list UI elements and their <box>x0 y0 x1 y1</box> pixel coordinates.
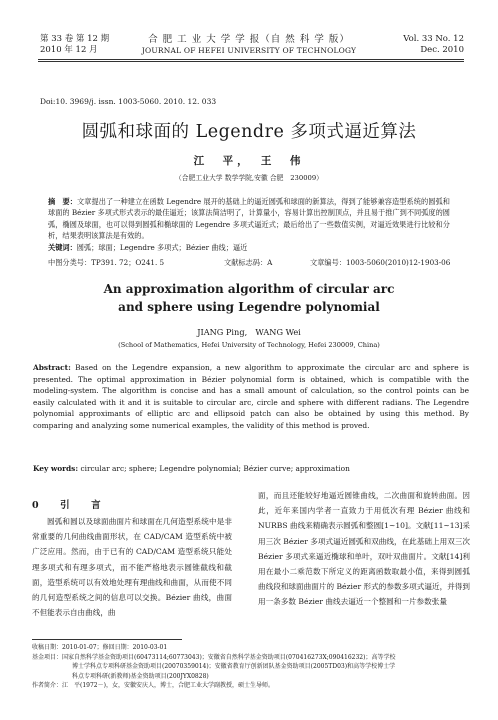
title-cn: 圆弧和球面的 Legendre 多项式逼近算法 <box>81 122 417 142</box>
authors-en: JIANG Ping, WANG Wei <box>197 327 301 337</box>
document-code: 文献标志码：A <box>224 258 273 267</box>
keywords-cn-label: 关键词： <box>48 242 77 252</box>
authors-cn: 江 平， 王 伟 <box>193 155 305 167</box>
fund-info-1: 基金项目：国家自然科学基金资助项目(60473114;60773043)；安徽省自然科学基金资助项目(070416273X;090416232)；高等学校 <box>32 653 396 661</box>
title-en-line2: and sphere using Legendre polynomial <box>118 300 380 314</box>
issue-info-en <box>403 34 464 56</box>
title-en-line1: An approximation algorithm of circular arc <box>103 282 395 296</box>
keywords-en-text: circular arc; sphere; Legendre polynomial; Bézier curve; approximation <box>80 464 350 473</box>
date-en: Dec. 2010 <box>420 45 464 55</box>
keywords-en <box>33 464 469 473</box>
clc-number: 中图分类号：TP391. 72；O241. 5 <box>48 258 165 267</box>
abstract-cn-label: 摘 要： <box>48 197 78 206</box>
abstract-en <box>33 362 469 431</box>
author-bio: 作者简介：江 平(1972－)，女，安徽安庆人，博士，合肥工业大学副教授，硕士生导师。 <box>32 682 274 690</box>
received-date: 收稿日期：2010-01-07；修回日期：2010-03-01 <box>32 644 168 651</box>
title-en <box>0 280 498 316</box>
section-heading: 0 引 言 <box>32 500 107 511</box>
affiliation-cn: （合肥工业大学 数学学院,安徽 合肥 230009） <box>175 174 323 182</box>
keywords-en-label: Key words: <box>33 464 79 473</box>
doi: Doi:10. 3969/j. issn. 1003-5060. 2010. 12. 033 <box>40 97 217 106</box>
body-column-left: 圆弧和圆以及球面曲面片和球面在几何造型系统中是非常重要的几何曲线曲面形状，在 CAD/CAM 造型系统中被广泛应用。然而，由于已有的 CAD/CAM 造型系统只能处理多项式和有理多项式，而不能严格地表示圆锥截线和截面，造型系统可以有效地处理有理曲线和曲面，从而使不同的几何造型系统之间的信息可以交换。Bézier 曲线，曲面不但能表示自由曲线，曲 <box>32 517 232 618</box>
article-number: 文章编号：1003-5060(2010)12-1903-06 <box>310 258 451 267</box>
fund-info-3: 科点专项科研(新教师)基金资助项目(200JYX0828) <box>72 672 209 680</box>
volume-en: Vol. 33 No. 12 <box>403 34 464 44</box>
footnotes <box>32 643 472 691</box>
body-column-right: 面，而且还能较好地逼近圆锥曲线，二次曲面和旋转曲面。因此，近年来国内学者一直致力于用低次有理 Bézier 曲线和 NURBS 曲线来精确表示圆弧和整圆[1~10]。文献[11~13]采用三次 Bézier 多项式逼近圆弧和双曲线，在此基础上用双三次 Bézier 多项式来逼近椭球和单叶，双叶双曲面片。文献[14]利用在最小二乘范数下所定义的距离函数取最小值，来得到圆弧曲线段和球面曲面片的 Bézier 形式的参数多项式逼近，并得到用一条多数 Bézier 曲线去逼近一个整圆和一片参数张量 <box>258 491 470 607</box>
header-rule-top <box>38 59 464 60</box>
affiliation-en: (School of Mathematics, Hefei University of Technology, Hefei 230009, China) <box>118 341 380 349</box>
abstract-en-label: Abstract: <box>33 363 71 372</box>
journal-name-cn: 合 肥 工 业 大 学 学 报（自 然 科 学 版） <box>148 34 350 45</box>
journal-name-en: JOURNAL OF HEFEI UNIVERSITY OF TECHNOLOGY <box>141 46 357 55</box>
footnote-rule <box>32 639 182 640</box>
abstract-cn <box>48 196 450 253</box>
abstract-cn-text: 文章提出了一种建立在函数 Legendre 展开的基础上的逼近圆弧和球面的新算法，得到了能够兼容造型系统的圆弧和球面的 Bézier 多项式形式表示的最佳逼近；该算法简洁明了，计算量小，容易计算出控制顶点，并且易于推广到不同弧度的圆弧，椭圆及球面，也可以得到圆弧和椭球面的 Legendre 多项式逼近式；最后给出了一些数值实例，对逼近效果进行比较和分析，结果表明该算法是有效的。 <box>48 197 450 241</box>
abstract-en-text: Based on the Legendre expansion, a new algorithm to approximate the circular arc and sphere is presented. The optimal approximation in Bézier polynomial form is obtained, which is compatible with the modeling-system. The algorithm is concise and has a small amount of calculation, so the control points can be easily calculated with it and it is suitable to circular arc, circle and sphere with different radians. The Legendre polynomial approximants of elliptic arc and ellipsoid patch can also be obtained by using this method. By comparing and analyzing some numerical examples, the validity of this method is proved. <box>33 363 469 430</box>
header-rule-bottom <box>38 61 464 62</box>
fund-info-2: 博士学科点专项科研基金资助项目(20070359014)；安徽省教育厅创新团队基金资助项目(2005TD03)和高等学校博士学 <box>72 663 396 671</box>
date-cn: 2010 年 12 月 <box>40 45 98 55</box>
keywords-cn-text: 圆弧；球面；Legendre 多项式；Bézier 曲线；逼近 <box>76 242 248 252</box>
volume-cn: 第 33 卷 第 12 期 <box>40 34 110 44</box>
